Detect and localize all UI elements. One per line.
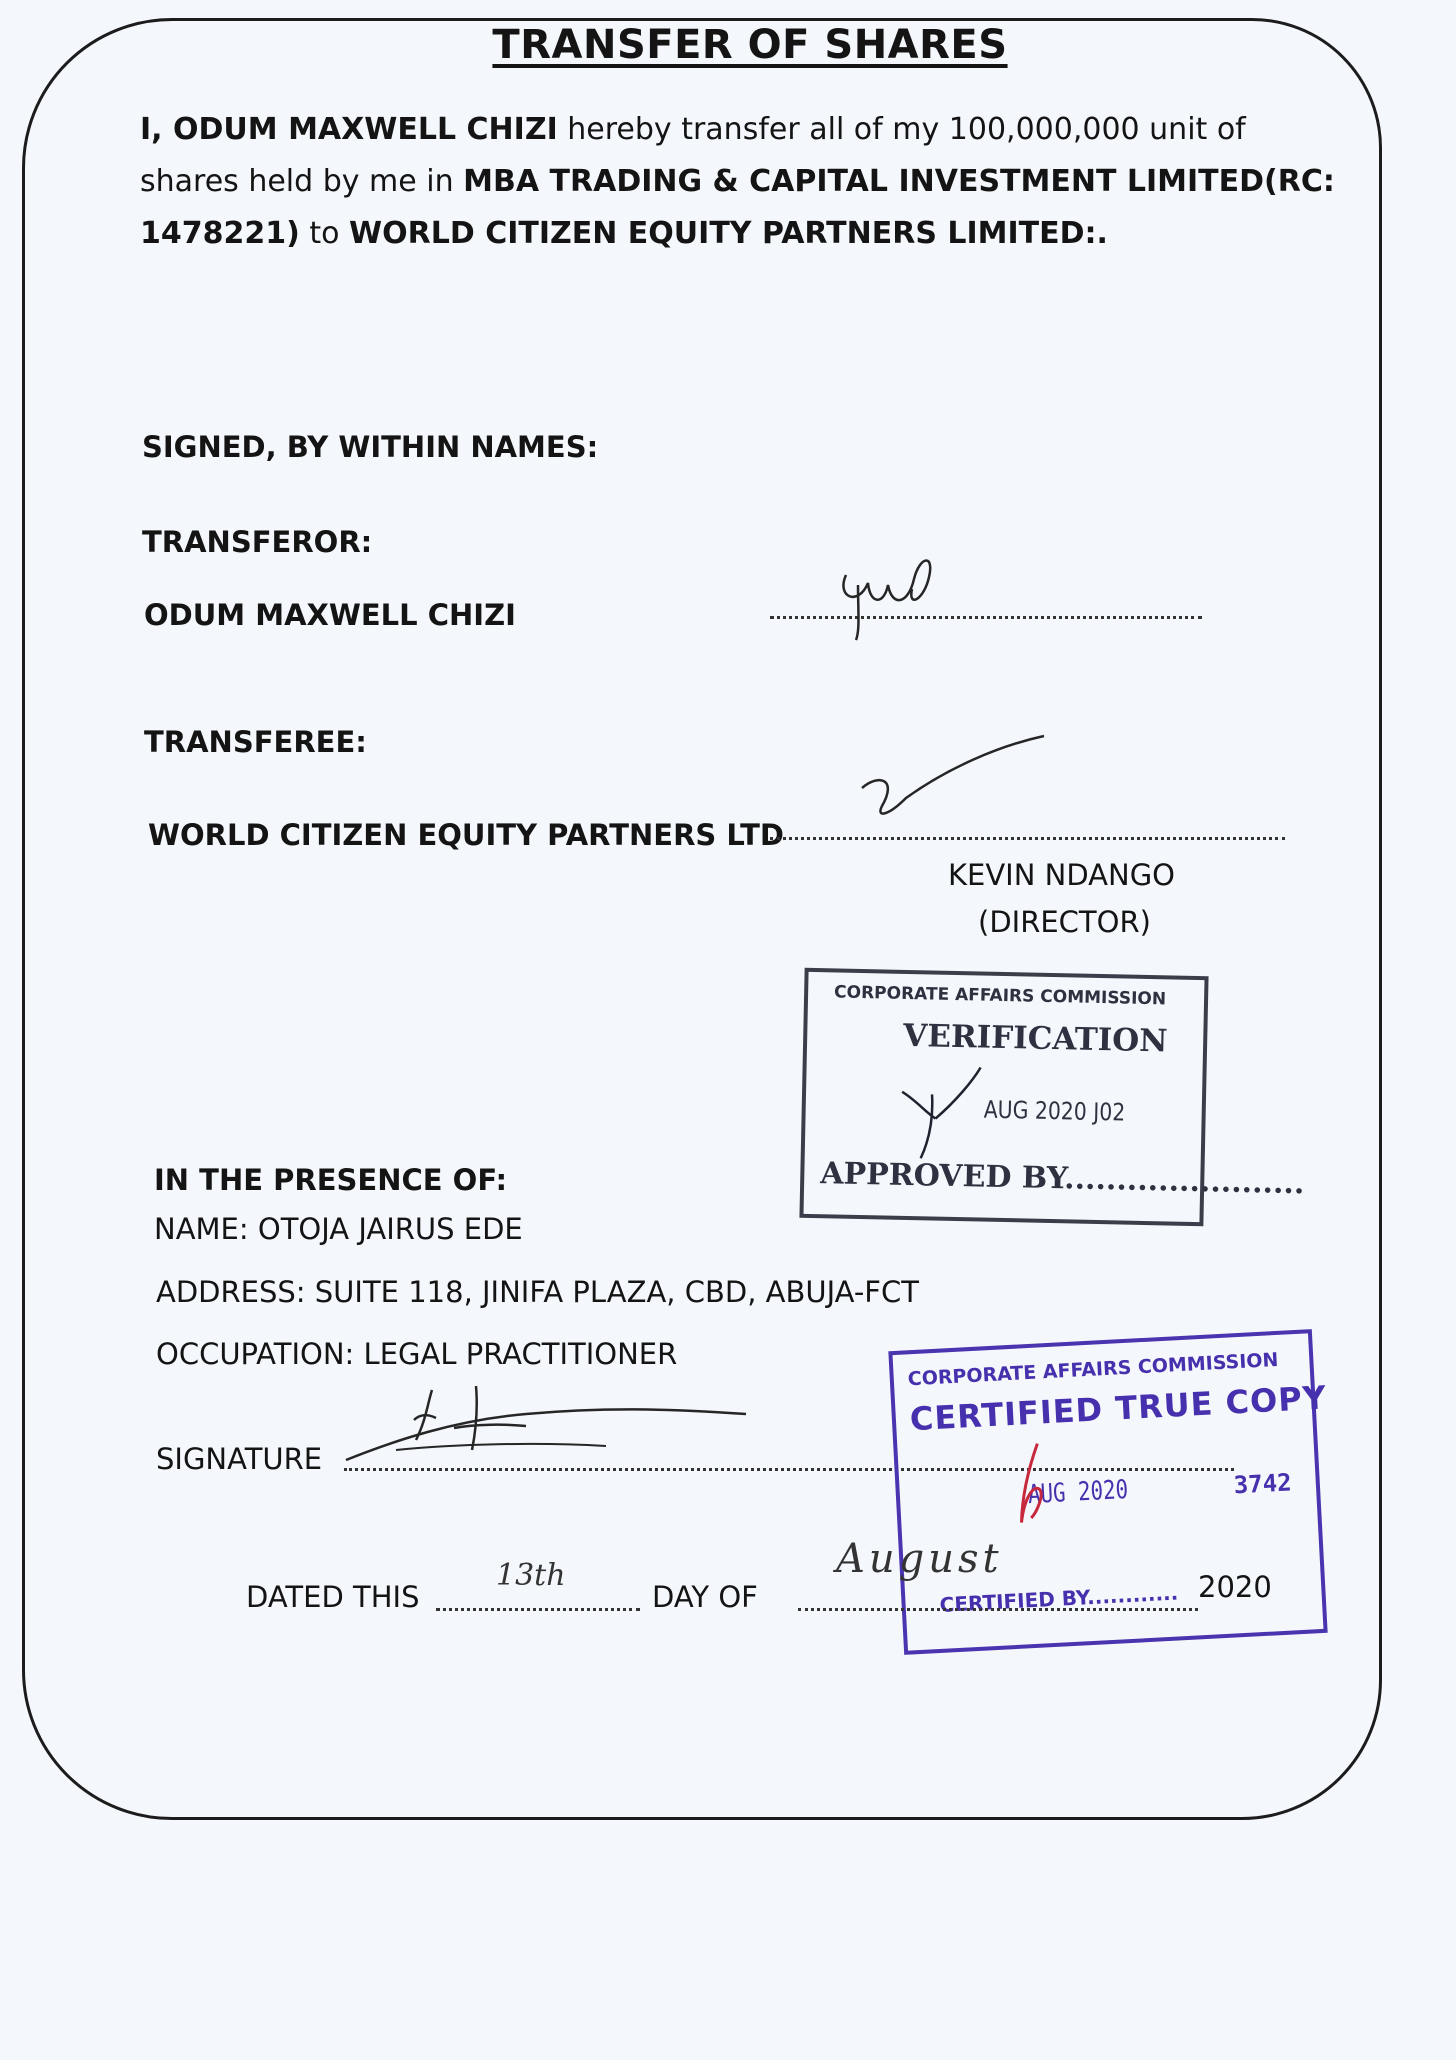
director-title: (DIRECTOR) [978, 905, 1151, 939]
date-month-handwritten: August [836, 1536, 1003, 1582]
day-of-label: DAY OF [652, 1580, 758, 1614]
signed-heading: SIGNED, BY WITHIN NAMES: [142, 430, 599, 464]
company-name-inline: MBA TRADING & CAPITAL INVESTMENT LIMITED(RC: 1478221) [140, 164, 1335, 251]
transfer-paragraph [140, 104, 1340, 260]
verification-stamp-approved-text: APPROVED BY [819, 1156, 1065, 1197]
date-day-line [436, 1606, 640, 1611]
verification-stamp-approved: APPROVED BY....................... [819, 1156, 1305, 1202]
director-name: KEVIN NDANGO [948, 858, 1175, 892]
verification-stamp [799, 968, 1305, 1226]
certified-stamp-certified-by-text: CERTIFIED BY [939, 1585, 1088, 1617]
certified-stamp-initials [1007, 1437, 1062, 1529]
certified-stamp-org: CORPORATE AFFAIRS COMMISSION [907, 1348, 1279, 1391]
document-title: TRANSFER OF SHARES [492, 22, 1008, 68]
certified-stamp-certified-by: CERTIFIED BY............ [939, 1580, 1179, 1617]
presence-heading: IN THE PRESENCE OF: [154, 1163, 508, 1197]
witness-signature [336, 1380, 756, 1470]
verification-stamp-title: VERIFICATION [902, 1017, 1168, 1060]
dated-prefix: DATED THIS [246, 1580, 420, 1614]
transferee-signature [858, 732, 1048, 832]
transferor-signature [828, 535, 948, 645]
paragraph-text-1: hereby transfer all of my 100,000,000 unit of shares held by me in [140, 112, 1246, 199]
witness-name: NAME: OTOJA JAIRUS EDE [154, 1212, 523, 1246]
paragraph-text-2: to [299, 216, 350, 251]
witness-address: ADDRESS: SUITE 118, JINIFA PLAZA, CBD, ABUJA-FCT [156, 1275, 919, 1309]
certified-stamp-title: CERTIFIED TRUE COPY [908, 1378, 1328, 1439]
date-day-handwritten: 13th [496, 1558, 566, 1593]
verification-stamp-date: AUG 2020 J02 [983, 1095, 1126, 1127]
witness-occupation: OCCUPATION: LEGAL PRACTITIONER [156, 1337, 678, 1371]
certified-stamp-number: 3742 [1233, 1468, 1293, 1500]
date-month-line [798, 1606, 1198, 1611]
transferor-label: TRANSFEROR: [142, 525, 373, 559]
transferee-name: WORLD CITIZEN EQUITY PARTNERS LTD [148, 818, 784, 852]
transferee-name-inline: WORLD CITIZEN EQUITY PARTNERS LIMITED:. [349, 216, 1108, 251]
transferor-name-inline: I, ODUM MAXWELL CHIZI [140, 112, 558, 147]
verification-stamp-org: CORPORATE AFFAIRS COMMISSION [833, 982, 1167, 1010]
transferor-name: ODUM MAXWELL CHIZI [144, 598, 516, 632]
certified-stamp-date: AUG 2020 [1027, 1474, 1129, 1511]
transferee-label: TRANSFEREE: [144, 725, 367, 759]
transferee-signature-line [770, 835, 1285, 840]
verification-stamp-initials [895, 1060, 997, 1162]
signature-label: SIGNATURE [156, 1442, 323, 1476]
date-year: 2020 [1198, 1570, 1272, 1604]
